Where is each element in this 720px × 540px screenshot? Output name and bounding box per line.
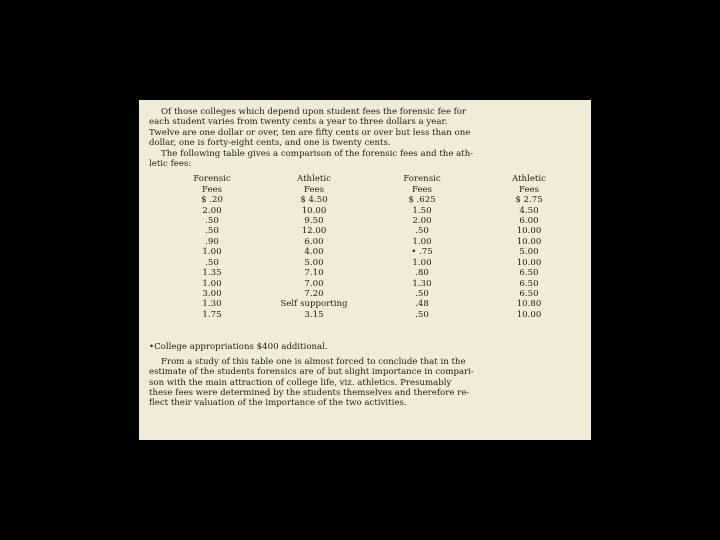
fee-cell: 7.10 [304, 268, 324, 279]
fee-cell: .80 [415, 268, 429, 279]
fee-cell: 5.00 [519, 247, 539, 258]
fees-comparison-table [149, 174, 583, 342]
fee-cell: .48 [415, 299, 429, 310]
fee-cell: • .75 [411, 247, 433, 258]
conclusion-line: these fees were determined by the students themselves and therefore re- [149, 388, 470, 399]
fee-cell: Self supporting [280, 299, 348, 310]
intro-line: Of those colleges which depend upon student fees the forensic fee for [161, 107, 467, 117]
fee-cell: 6.50 [519, 268, 539, 279]
scanned-page [139, 100, 591, 440]
column-header: Fees [303, 184, 325, 195]
fee-cell: 1.75 [202, 309, 222, 320]
fee-cell: 12.00 [301, 226, 327, 237]
fee-cell: .50 [205, 226, 219, 237]
column-header: Forensic [403, 174, 441, 185]
fee-cell: 10.00 [516, 257, 542, 268]
fee-cell: 9.50 [304, 216, 324, 227]
intro-line: The following table gives a comparison of the forensic fees and the ath- [161, 148, 474, 159]
fee-cell: 1.30 [412, 278, 432, 289]
intro-line: letic fees: [149, 159, 192, 170]
fee-cell: $ .625 [408, 195, 436, 206]
fee-cell: $ .20 [201, 195, 223, 206]
intro-line: each student varies from twenty cents a year to three dollars a year. [149, 117, 448, 128]
fee-cell: .90 [205, 236, 219, 247]
fee-cell: 4.50 [519, 205, 539, 216]
column-header: Fees [201, 184, 223, 195]
fee-cell: 10.80 [516, 299, 542, 310]
fee-cell: 10.00 [516, 236, 542, 247]
fee-cell: .50 [415, 288, 429, 299]
fee-cell: 6.00 [519, 216, 539, 227]
fee-cell: .50 [415, 309, 429, 320]
intro-paragraph [149, 107, 583, 169]
intro-line: Twelve are one dollar or over, ten are fifty cents or over but less than one [149, 127, 471, 138]
fee-cell: .50 [205, 216, 219, 227]
fee-cell: 10.00 [516, 226, 542, 237]
fee-cell: 1.30 [202, 299, 222, 310]
intro-line: dollar, one is forty-eight cents, and one is twenty cents. [149, 138, 391, 149]
fee-cell: 1.00 [202, 278, 222, 289]
conclusion-line: flect their valuation of the importance of the two activities. [149, 398, 407, 409]
fee-cell: 3.00 [202, 288, 222, 299]
right-athletic-column [494, 174, 564, 320]
column-header: Fees [518, 184, 540, 195]
conclusion-line: son with the main attraction of college life, viz. athletics. Presumably [149, 377, 452, 388]
fee-cell: 1.00 [412, 236, 432, 247]
fee-cell: 6.00 [304, 236, 324, 247]
fee-cell: .50 [205, 257, 219, 268]
fee-cell: 5.00 [304, 257, 324, 268]
fee-cell: 7.00 [304, 278, 324, 289]
fee-cell: 2.00 [202, 205, 222, 216]
fee-cell: 1.00 [202, 247, 222, 258]
fee-cell: 6.50 [519, 288, 539, 299]
fee-cell: 1.50 [412, 205, 432, 216]
fee-cell: 10.00 [301, 205, 327, 216]
fee-cell: 2.00 [412, 216, 432, 227]
fee-cell: $ 2.75 [515, 195, 543, 206]
fee-cell: 10.00 [516, 309, 542, 320]
footnote: •College appropriations $400 additional. [149, 342, 328, 353]
fee-cell: 1.35 [202, 268, 222, 279]
conclusion-paragraph [149, 357, 583, 409]
conclusion-line: estimate of the students forensics are of but slight importance in compari- [149, 367, 474, 378]
column-header: Forensic [193, 174, 231, 185]
fee-cell: $ 4.50 [300, 195, 328, 206]
fee-cell: 7.20 [304, 288, 324, 299]
left-athletic-column [259, 174, 369, 320]
left-forensic-column [177, 174, 247, 320]
column-header: Athletic [512, 174, 546, 185]
fee-cell: 6.50 [519, 278, 539, 289]
fee-cell: .50 [415, 226, 429, 237]
column-header: Fees [411, 184, 433, 195]
right-forensic-column [387, 174, 457, 320]
conclusion-line: From a study of this table one is almost forced to conclude that in the [161, 356, 466, 367]
fee-cell: 1.00 [412, 257, 432, 268]
fee-cell: 3.15 [304, 309, 324, 320]
fee-cell: 4.00 [304, 247, 324, 258]
column-header: Athletic [297, 174, 331, 185]
